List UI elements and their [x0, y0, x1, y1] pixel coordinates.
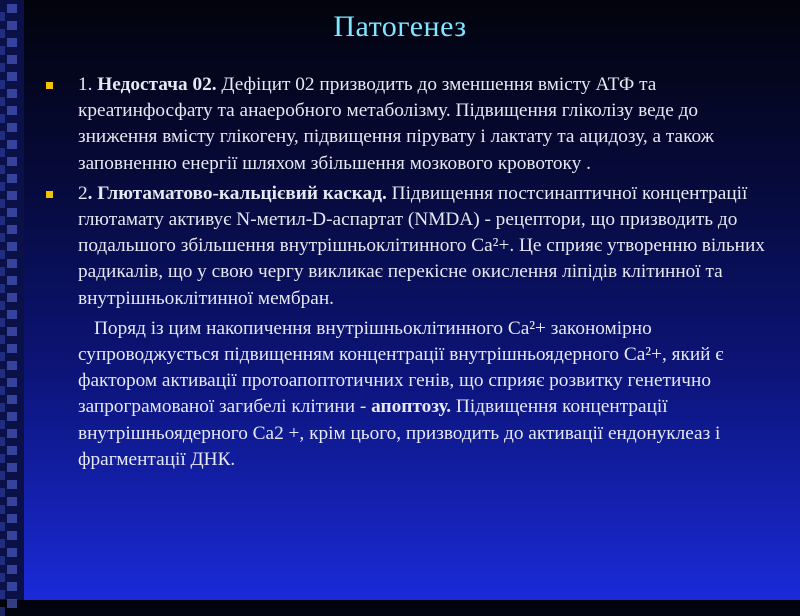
- film-hole-decoration: [0, 454, 5, 463]
- paragraph-bold-term: апоптозу.: [371, 396, 452, 418]
- slide-content: [46, 72, 766, 473]
- film-hole-decoration: [0, 420, 5, 429]
- square-bullet-icon: [46, 82, 53, 89]
- film-hole-decoration: [0, 250, 5, 259]
- film-hole-decoration: [7, 276, 17, 285]
- film-hole-decoration: [7, 191, 17, 200]
- film-hole-decoration: [7, 514, 17, 523]
- film-hole-decoration: [0, 131, 5, 140]
- film-hole-decoration: [7, 157, 17, 166]
- film-hole-decoration: [7, 599, 17, 608]
- film-hole-decoration: [7, 565, 17, 574]
- film-hole-decoration: [7, 55, 17, 64]
- film-hole-decoration: [7, 208, 17, 217]
- film-hole-decoration: [0, 403, 5, 412]
- film-hole-decoration: [0, 437, 5, 446]
- film-hole-decoration: [7, 106, 17, 115]
- film-hole-decoration: [0, 301, 5, 310]
- film-hole-decoration: [0, 267, 5, 276]
- paragraph-text-after: Підвищення концентрації внутрішньоядерного Са2 +, крім цього, призводить до активації ендонуклеаз і фрагментації ДНК.: [78, 396, 721, 470]
- film-hole-decoration: [7, 327, 17, 336]
- bullet-text: Дефіцит 02 призводить до зменшення вмісту АТФ та креатинфосфату та анаеробного метаболізму. Підвищення гліколізу веде до зниження вмісту глікогену, підвищення пірувату і лактату та ацидозу, а також заповненню енергії шляхом збільшення мозкового кровотоку .: [78, 74, 714, 174]
- film-hole-decoration: [7, 429, 17, 438]
- apoptosis-paragraph: [46, 316, 766, 473]
- film-hole-decoration: [0, 114, 5, 123]
- film-hole-decoration: [0, 369, 5, 378]
- film-hole-decoration: [0, 182, 5, 191]
- film-hole-decoration: [7, 497, 17, 506]
- film-hole-decoration: [7, 361, 17, 370]
- film-hole-decoration: [0, 284, 5, 293]
- film-hole-decoration: [7, 123, 17, 132]
- film-hole-decoration: [0, 80, 5, 89]
- bullet-number: 1.: [78, 74, 98, 95]
- film-hole-decoration: [7, 310, 17, 319]
- bullet-heading: . Глютаматово-кальцієвий каскад.: [87, 182, 387, 204]
- bullet-number: 2: [78, 182, 88, 204]
- film-hole-decoration: [0, 488, 5, 497]
- film-hole-decoration: [0, 46, 5, 55]
- film-hole-decoration: [7, 480, 17, 489]
- film-hole-decoration: [7, 293, 17, 302]
- film-hole-decoration: [0, 199, 5, 208]
- film-hole-decoration: [0, 556, 5, 565]
- film-hole-decoration: [0, 63, 5, 72]
- film-hole-decoration: [0, 165, 5, 174]
- film-hole-decoration: [7, 225, 17, 234]
- film-hole-decoration: [0, 318, 5, 327]
- film-hole-decoration: [0, 386, 5, 395]
- film-hole-decoration: [7, 242, 17, 251]
- film-hole-decoration: [0, 471, 5, 480]
- film-hole-decoration: [7, 344, 17, 353]
- film-hole-decoration: [0, 352, 5, 361]
- film-hole-decoration: [0, 335, 5, 344]
- film-hole-decoration: [0, 573, 5, 582]
- film-hole-decoration: [0, 148, 5, 157]
- film-hole-decoration: [7, 174, 17, 183]
- film-hole-decoration: [0, 522, 5, 531]
- film-hole-decoration: [7, 446, 17, 455]
- film-hole-decoration: [7, 259, 17, 268]
- bullet-heading: Недостача 02.: [97, 74, 217, 95]
- film-hole-decoration: [0, 607, 5, 616]
- film-hole-decoration: [7, 378, 17, 387]
- slide-title: Патогенез: [333, 10, 467, 43]
- film-hole-decoration: [7, 395, 17, 404]
- film-hole-decoration: [0, 97, 5, 106]
- bullet-item-glutamate-cascade: [46, 181, 766, 312]
- film-hole-decoration: [7, 463, 17, 472]
- film-hole-decoration: [7, 412, 17, 421]
- film-hole-decoration: [0, 216, 5, 225]
- film-strip-decoration: [0, 0, 24, 600]
- paragraph-text-before: Поряд із цим накопичення внутрішньоклітинного Са²+ закономірно супроводжується підвищенням концентрації внутрішньоядерного Са²+, який є фактором активації протоапоптотичних генів, що сприяє розвитку генетично запрограмованої загибелі клітини -: [78, 317, 724, 418]
- film-hole-decoration: [7, 531, 17, 540]
- film-hole-decoration: [0, 539, 5, 548]
- film-hole-decoration: [7, 582, 17, 591]
- film-hole-decoration: [0, 505, 5, 514]
- bullet-text: Підвищення постсинаптичної концентрації глютамату активує N-метил-D-аспартат (NMDA) - рецептори, що призводить до подальшого збільшення внутрішньоклітинного Са²+. Це сприяє утворенню вільних радикалів, що у свою чергу викликає перекісне окислення ліпідів клітинної та внутрішньоклітинної мембран.: [78, 182, 765, 309]
- film-hole-decoration: [7, 140, 17, 149]
- film-hole-decoration: [0, 590, 5, 599]
- square-bullet-icon: [46, 191, 53, 198]
- film-hole-decoration: [7, 72, 17, 81]
- film-hole-decoration: [7, 548, 17, 557]
- film-hole-decoration: [0, 233, 5, 242]
- film-hole-decoration: [7, 89, 17, 98]
- bullet-item-oxygen-deficit: [46, 72, 766, 177]
